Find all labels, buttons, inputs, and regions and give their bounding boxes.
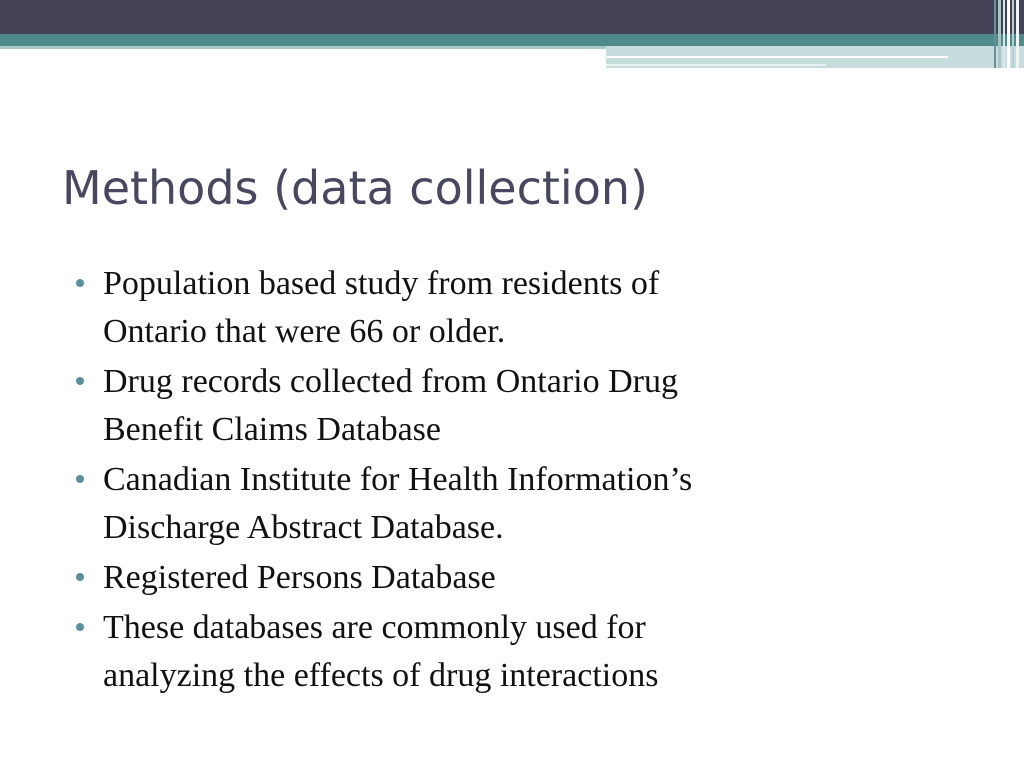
bullet-line-2: Benefit Claims Database xyxy=(103,411,442,448)
stripe xyxy=(1012,0,1014,68)
bullet-item xyxy=(76,456,956,552)
bullet-dot-icon xyxy=(76,377,84,385)
bullet-line-1: Population based study from residents of xyxy=(103,265,660,302)
stripe xyxy=(1003,0,1005,68)
header-right-line-secondary xyxy=(606,64,826,66)
bullet-dot-icon xyxy=(76,573,84,581)
bullet-item xyxy=(76,260,956,356)
bullet-line-1: Canadian Institute for Health Information’s xyxy=(103,461,693,498)
stripe xyxy=(1016,0,1019,68)
header-light-line xyxy=(0,46,606,49)
bullet-dot-icon xyxy=(76,475,84,483)
stripe xyxy=(994,0,996,68)
bullet-dot-icon xyxy=(76,623,84,631)
bullet-line-1: Registered Persons Database xyxy=(103,559,496,596)
slide-title: Methods (data collection) xyxy=(62,161,648,215)
bullet-line-2: Ontario that were 66 or older. xyxy=(103,313,506,350)
bullet-item xyxy=(76,554,956,602)
bullet-line-2: Discharge Abstract Database. xyxy=(103,509,504,546)
header-right-line xyxy=(606,56,948,58)
header-stripes xyxy=(994,0,1024,68)
stripe xyxy=(998,0,1001,68)
stripe xyxy=(1007,0,1010,68)
bullet-line-2: analyzing the effects of drug interactions xyxy=(103,657,659,694)
bullet-item xyxy=(76,358,956,454)
bullet-line-1: These databases are commonly used for xyxy=(103,609,646,646)
header-dark-band xyxy=(0,0,1024,34)
header-teal-band xyxy=(0,34,1024,46)
bullet-dot-icon xyxy=(76,279,84,287)
bullet-line-1: Drug records collected from Ontario Drug xyxy=(103,363,678,400)
bullet-item xyxy=(76,604,956,700)
bullet-list xyxy=(76,260,956,702)
